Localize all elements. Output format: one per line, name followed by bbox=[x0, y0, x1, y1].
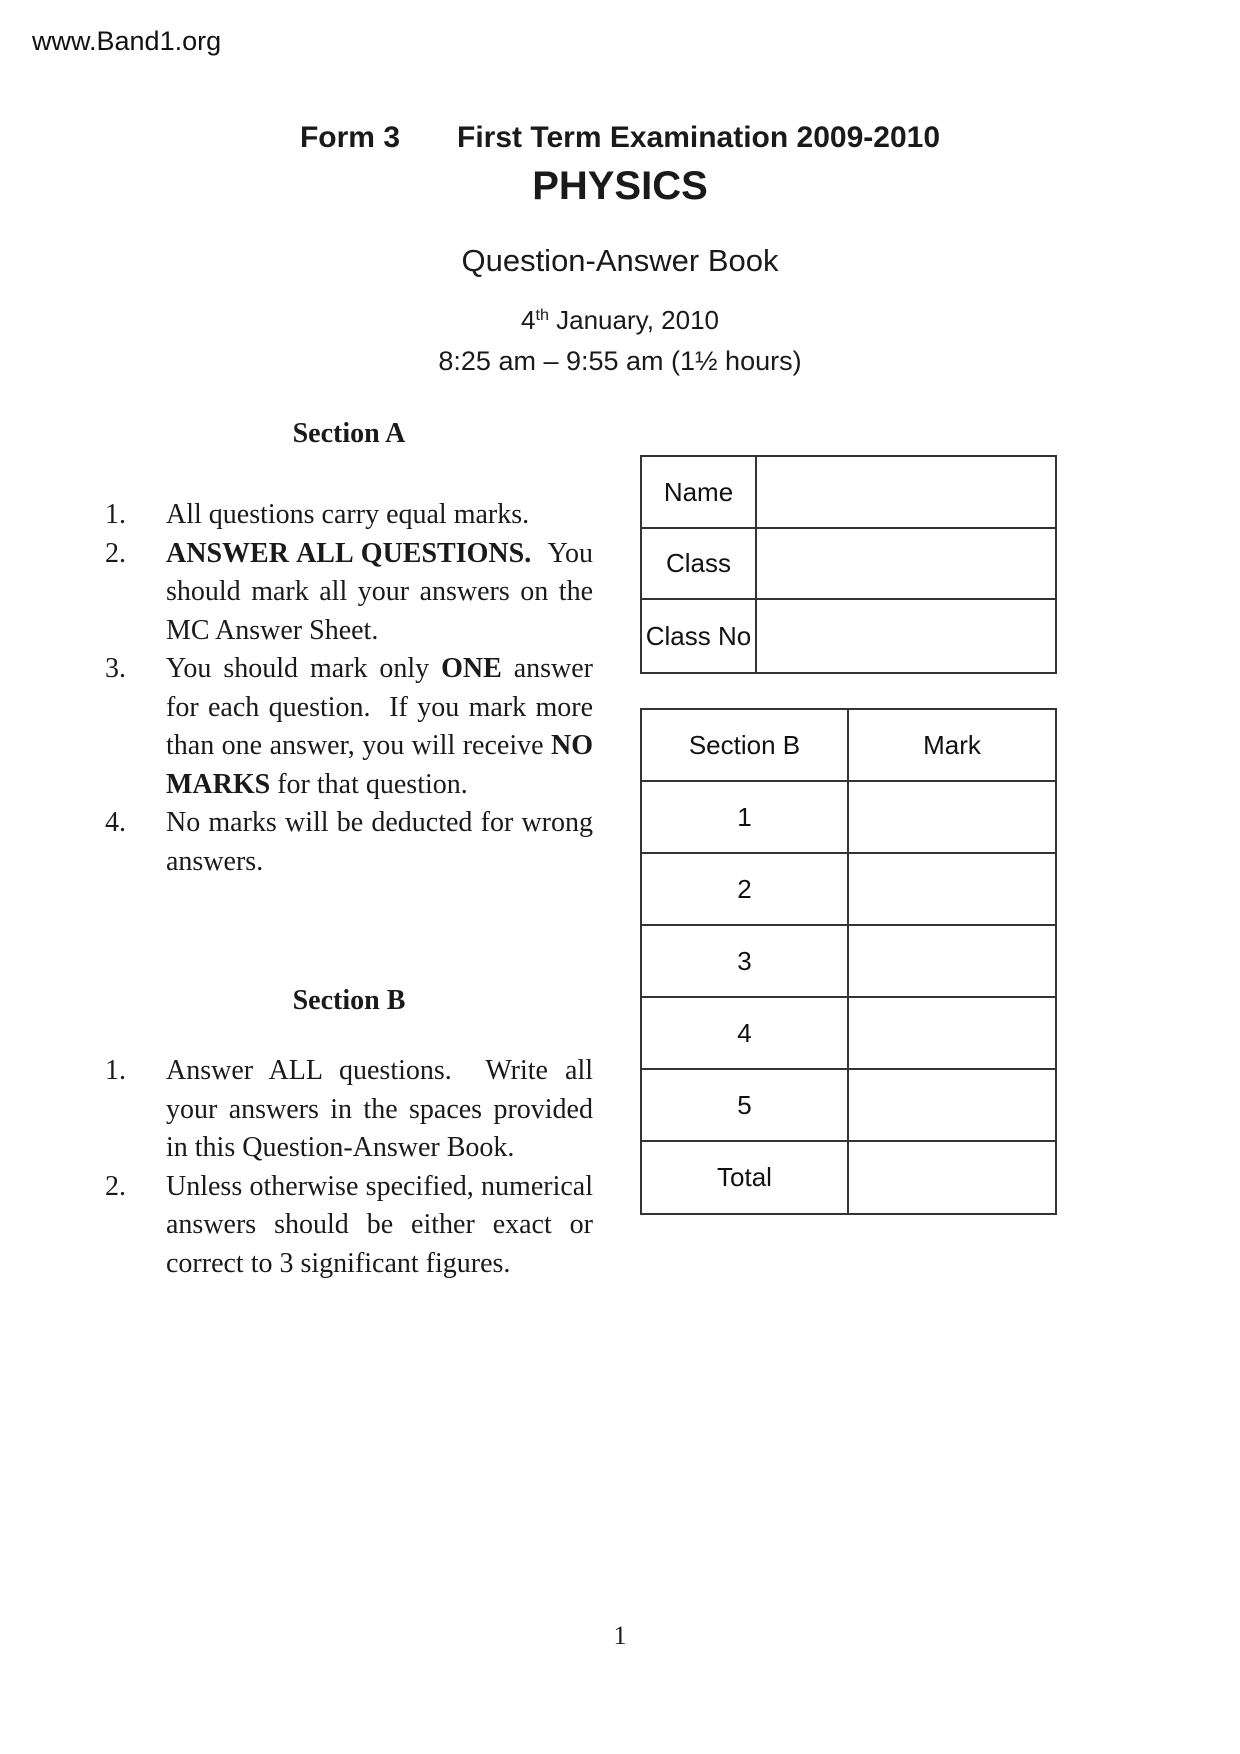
marks-table bbox=[640, 708, 1057, 1215]
marks-value-cell bbox=[848, 1069, 1056, 1141]
item-text: You should mark only ONE answer for each question. If you mark more than one answer, you will receive NO MARKS for that question. bbox=[166, 653, 593, 800]
marks-question-label: 5 bbox=[641, 1069, 848, 1141]
section-b-heading: Section B bbox=[292, 985, 406, 1016]
table-header-row bbox=[641, 709, 1056, 781]
item-number: 3. bbox=[105, 653, 126, 684]
table-row bbox=[641, 456, 1056, 528]
marks-header-section: Section B bbox=[641, 709, 848, 781]
subject-title: PHYSICS bbox=[532, 164, 708, 208]
item-text: Unless otherwise specified, numerical answers should be either exact or correct to 3 significant figures. bbox=[166, 1170, 593, 1279]
item-text: Answer ALL questions. Write all your answers in the spaces provided in this Question-Answer Book. bbox=[166, 1055, 593, 1163]
section-a-heading: Section A bbox=[292, 418, 406, 449]
table-row bbox=[641, 997, 1056, 1069]
exam-time: 8:25 am – 9:55 am (1½ hours) bbox=[438, 346, 802, 376]
item-number: 1. bbox=[105, 1055, 126, 1086]
item-number: 4. bbox=[105, 807, 126, 838]
table-row bbox=[641, 528, 1056, 599]
info-label-class-no: Class No bbox=[641, 599, 756, 673]
marks-value-cell bbox=[848, 781, 1056, 853]
exam-date-rest: January, 2010 bbox=[548, 305, 719, 335]
table-row bbox=[641, 599, 1056, 673]
marks-total-label: Total bbox=[641, 1141, 848, 1214]
item-number: 2. bbox=[105, 1170, 126, 1202]
marks-total-value bbox=[848, 1141, 1056, 1214]
marks-question-label: 2 bbox=[641, 853, 848, 925]
list-item bbox=[105, 650, 593, 804]
info-value-class bbox=[756, 528, 1056, 599]
table-row bbox=[641, 1069, 1056, 1141]
info-value-name bbox=[756, 456, 1056, 528]
book-title: Question-Answer Book bbox=[461, 243, 779, 278]
marks-question-label: 1 bbox=[641, 781, 848, 853]
student-info-table bbox=[640, 455, 1057, 674]
item-number: 2. bbox=[105, 537, 126, 569]
marks-header-mark: Mark bbox=[848, 709, 1056, 781]
table-row bbox=[641, 781, 1056, 853]
exam-date-day: 4 bbox=[521, 305, 536, 335]
page-number: 1 bbox=[613, 1621, 627, 1650]
marks-value-cell bbox=[848, 925, 1056, 997]
section-b-instructions bbox=[105, 1052, 593, 1283]
marks-question-label: 3 bbox=[641, 925, 848, 997]
exam-name: First Term Examination 2009-2010 bbox=[457, 121, 941, 154]
info-label-name: Name bbox=[641, 456, 756, 528]
item-text: No marks will be deducted for wrong answers. bbox=[166, 807, 593, 877]
list-item bbox=[105, 1052, 593, 1168]
info-value-class-no bbox=[756, 599, 1056, 673]
table-row bbox=[641, 853, 1056, 925]
exam-date-ordinal: th bbox=[535, 306, 549, 325]
list-item bbox=[105, 804, 593, 881]
table-row bbox=[641, 925, 1056, 997]
list-item bbox=[105, 535, 593, 651]
table-row-total bbox=[641, 1141, 1056, 1214]
website-url: www.Band1.org bbox=[32, 26, 222, 56]
item-number: 1. bbox=[105, 499, 126, 530]
form-level: Form 3 bbox=[299, 121, 401, 154]
exam-date bbox=[0, 305, 1240, 339]
marks-value-cell bbox=[848, 997, 1056, 1069]
item-text: ANSWER ALL QUESTIONS. You should mark all your answers on the MC Answer Sheet. bbox=[166, 537, 593, 646]
exam-title-line bbox=[0, 122, 1240, 154]
list-item bbox=[105, 496, 593, 535]
list-item bbox=[105, 1168, 593, 1284]
section-a-instructions bbox=[105, 496, 593, 881]
marks-question-label: 4 bbox=[641, 997, 848, 1069]
item-text: All questions carry equal marks. bbox=[166, 499, 530, 530]
info-label-class: Class bbox=[641, 528, 756, 599]
marks-value-cell bbox=[848, 853, 1056, 925]
